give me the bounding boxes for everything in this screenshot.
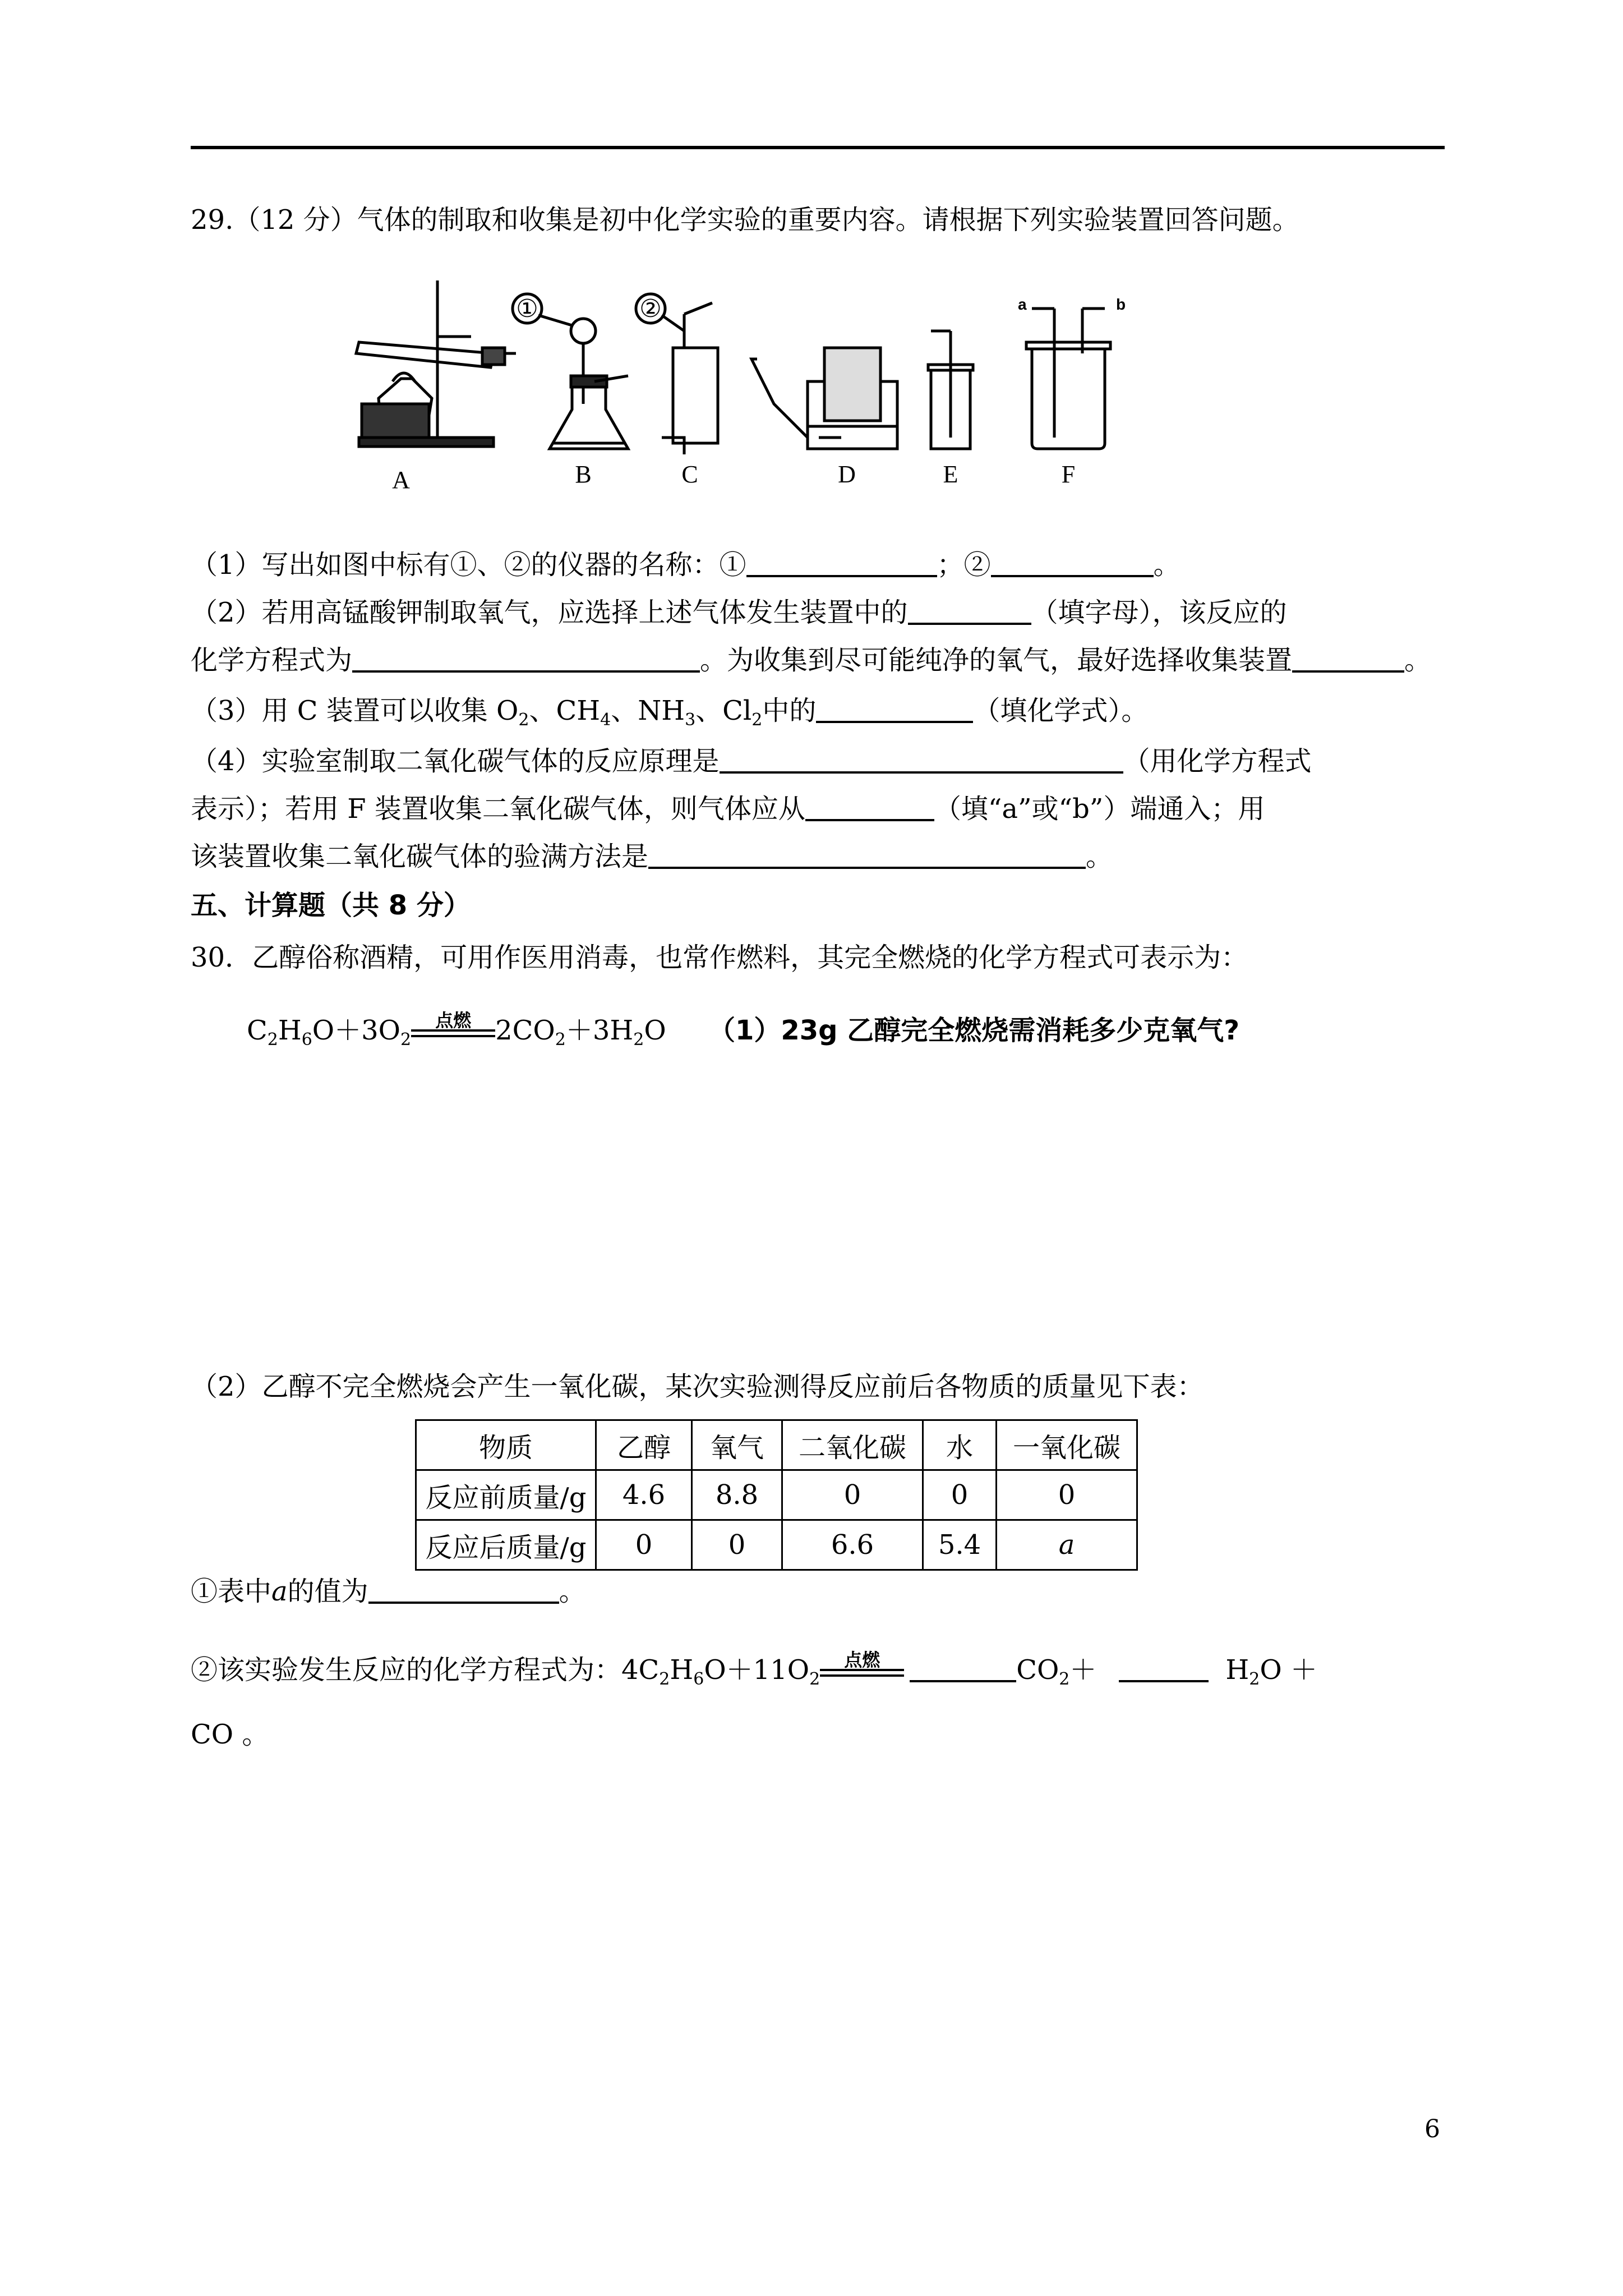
- marker-2: ②: [639, 295, 662, 323]
- answer-blank[interactable]: [1292, 642, 1404, 673]
- answer-blank[interactable]: [1119, 1652, 1209, 1682]
- q29-part1: （1）写出如图中标有①、②的仪器的名称：① ；② 。: [191, 547, 1181, 583]
- answer-blank[interactable]: [352, 642, 700, 673]
- answer-blank[interactable]: [648, 839, 1086, 869]
- top-rule: [191, 146, 1445, 149]
- q29-part4-line1: （4）实验室制取二氧化碳气体的反应原理是 （用化学方程式: [191, 743, 1312, 779]
- answer-blank[interactable]: [805, 791, 934, 821]
- answer-blank[interactable]: [991, 547, 1154, 577]
- answer-blank[interactable]: [910, 1652, 1016, 1682]
- q30-sub2-part1: ①表中a的值为 。: [191, 1573, 586, 1609]
- section-5-title: 五、计算题（共 8 分）: [191, 890, 471, 921]
- page-number: 6: [1424, 2115, 1440, 2143]
- apparatus-c: [662, 303, 718, 454]
- answer-blank[interactable]: [816, 693, 973, 723]
- label-e: E: [943, 461, 958, 488]
- reaction-condition: 点燃: [820, 1661, 904, 1683]
- q29-part4-line3: 该装置收集二氧化碳气体的验满方法是 。: [191, 839, 1113, 875]
- apparatus-d: [751, 348, 897, 449]
- q29-header: 29.（12 分）气体的制取和收集是初中化学实验的重要内容。请根据下列实验装置回答问题。: [191, 204, 1299, 236]
- answer-blank[interactable]: [720, 743, 1123, 774]
- answer-blank[interactable]: [368, 1573, 559, 1604]
- q30-sub2: （2）乙醇不完全燃烧会产生一氧化碳，某次实验测得反应前后各物质的质量见下表：: [191, 1371, 1204, 1402]
- port-b-label: b: [1116, 296, 1126, 313]
- answer-blank[interactable]: [908, 595, 1031, 625]
- apparatus-a: [356, 280, 516, 447]
- q30-intro: 30．乙醇俗称酒精，可用作医用消毒，也常作燃料，其完全燃烧的化学方程式可表示为：: [191, 942, 1248, 973]
- reaction-condition: 点燃: [411, 1022, 495, 1044]
- q30-sub2-part2: ②该实验发生反应的化学方程式为：$4C_2H_6O+11O_2$ 点燃 $CO_2+ H_2O$ ＋: [191, 1649, 1317, 1689]
- q30-sub1: （1）23g 乙醇完全燃烧需消耗多少克氧气?: [708, 1015, 1240, 1046]
- q29-part2-line1: （2）若用高锰酸钾制取氧气，应选择上述气体发生装置中的 （填字母），该反应的: [191, 595, 1287, 631]
- marker-1: ①: [516, 295, 538, 323]
- q30-sub2-part2-cont: CO 。: [191, 1719, 269, 1750]
- apparatus-f: [1026, 309, 1110, 449]
- apparatus-b: [550, 319, 628, 449]
- q29-part3: （3）用 C 装置可以收集 $O_2$、$CH_4$、$NH_3$、$Cl_2$中的 （填化学式）。: [191, 693, 1148, 729]
- label-f: F: [1061, 461, 1076, 488]
- table-header-row: 物质 乙醇 氧气 二氧化碳 水 一氧化碳: [416, 1420, 1137, 1470]
- label-d: D: [838, 461, 856, 488]
- label-c: C: [681, 461, 698, 488]
- apparatus-e: [928, 331, 973, 449]
- label-b: B: [575, 461, 592, 488]
- label-a: A: [392, 466, 410, 494]
- table-row: 反应后质量/g 0 0 6.6 5.4 a: [416, 1520, 1137, 1570]
- answer-blank[interactable]: [746, 547, 937, 577]
- apparatus-figure: [348, 269, 1200, 494]
- port-a-label: a: [1018, 296, 1027, 313]
- mass-table: [415, 1419, 1138, 1571]
- q30-equation-line: $C_2H_6O+3O_2$ 点燃 $2CO_2+3H_2O$ （1）23g 乙醇完全燃烧需消耗多少克氧气?: [247, 1009, 1240, 1050]
- q29-part4-line2: 表示）；若用 F 装置收集二氧化碳气体，则气体应从 （填“a”或“b”）端通入；用: [191, 791, 1265, 827]
- table-row: 反应前质量/g 4.6 8.8 0 0 0: [416, 1470, 1137, 1520]
- q29-part2-line2: 化学方程式为 。为收集到尽可能纯净的氧气，最好选择收集装置 。: [191, 642, 1431, 678]
